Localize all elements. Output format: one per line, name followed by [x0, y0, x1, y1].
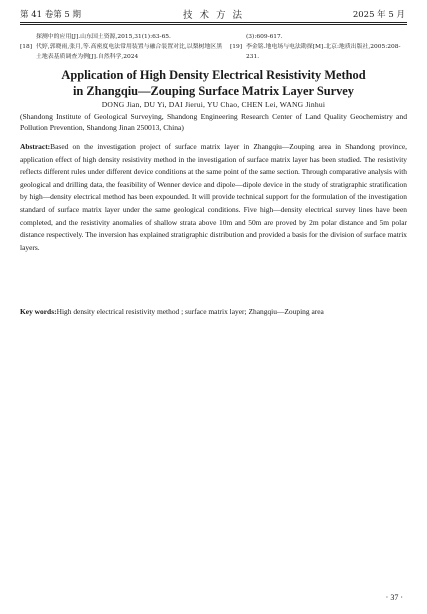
abstract-paragraph	[20, 141, 407, 254]
affiliation: (Shandong Institute of Geological Surveying, Shandong Engineering Research Center of Land Quality Geochemistry and Pollution Prevention, Shandong Jinan 250013, China)	[20, 112, 407, 133]
keywords-label: Key words:	[20, 307, 57, 316]
paper-title-line-2: in Zhangqiu—Zouping Surface Matrix Layer Survey	[72, 84, 354, 98]
author-list: DONG Jian, DU Yi, DAI Jierui, YU Chao, CHEN Lei, WANG Jinhui	[101, 100, 326, 109]
reference-text: 李金铭.地电场与电法勘探[M].北京:地质出版社,2005:208-231.	[246, 44, 401, 60]
page-number: · 37 ·	[385, 593, 403, 602]
reference-item	[230, 42, 410, 62]
reference-continuation: 探测中的应用[J].山东国土资源,2015,31(1):63-65.	[36, 34, 171, 40]
header-rule-thin	[20, 24, 407, 25]
header-rule	[20, 22, 407, 23]
reference-item	[20, 42, 225, 62]
reference-number: [18]	[20, 44, 33, 50]
reference-text: 代婷,郭晓雨,张月,等.高密度电法常用装置与融合装置对比,以梨树地区黑土地表基质调查为例[J].自然科学,2024	[36, 44, 223, 60]
running-header-journal: 技 术 方 法	[182, 10, 245, 21]
references-left-column	[20, 32, 225, 62]
abstract-text: Based on the investigation project of surface matrix layer in Zhangqiu—Zouping area in Shandong province, application effect of high density resistivity method in the investigation of surface matrix layer has been studied. The resistivity reflects different rules under different device conditions at the same point of the same section. Through comparative analysis with geological and drilling data, the feasibility of Wenner device and dipole—dipole device in the study of stratigraphic stratification by high—density electrical method has been expounded. It will provide technical support for the formulation of the investigation standard of surface matrix layer under the same geological conditions. Five high—density electrical survey lines have been completed, and the resistivity anomalies of shallow strata above 10m and 50m are proved by 2m polar distance and 5m polar distance respectively. The inversion has explained stratigraphic distribution and provided a basis for the division of surface matrix layers.	[20, 142, 407, 252]
running-header-volume: 第 41 卷第 5 期	[20, 10, 82, 20]
running-header-date: 2025 年 5 月	[352, 10, 405, 20]
paper-title-line-1: Application of High Density Electrical Resistivity Method	[61, 68, 366, 82]
keywords-text: High density electrical resistivity method ; surface matrix layer; Zhangqiu—Zouping area	[56, 307, 324, 316]
abstract-label: Abstract:	[20, 142, 51, 151]
keywords	[20, 306, 407, 318]
references-right-column	[230, 32, 410, 62]
reference-continuation: (3):609-617.	[246, 34, 283, 40]
reference-number: [19]	[230, 44, 243, 50]
